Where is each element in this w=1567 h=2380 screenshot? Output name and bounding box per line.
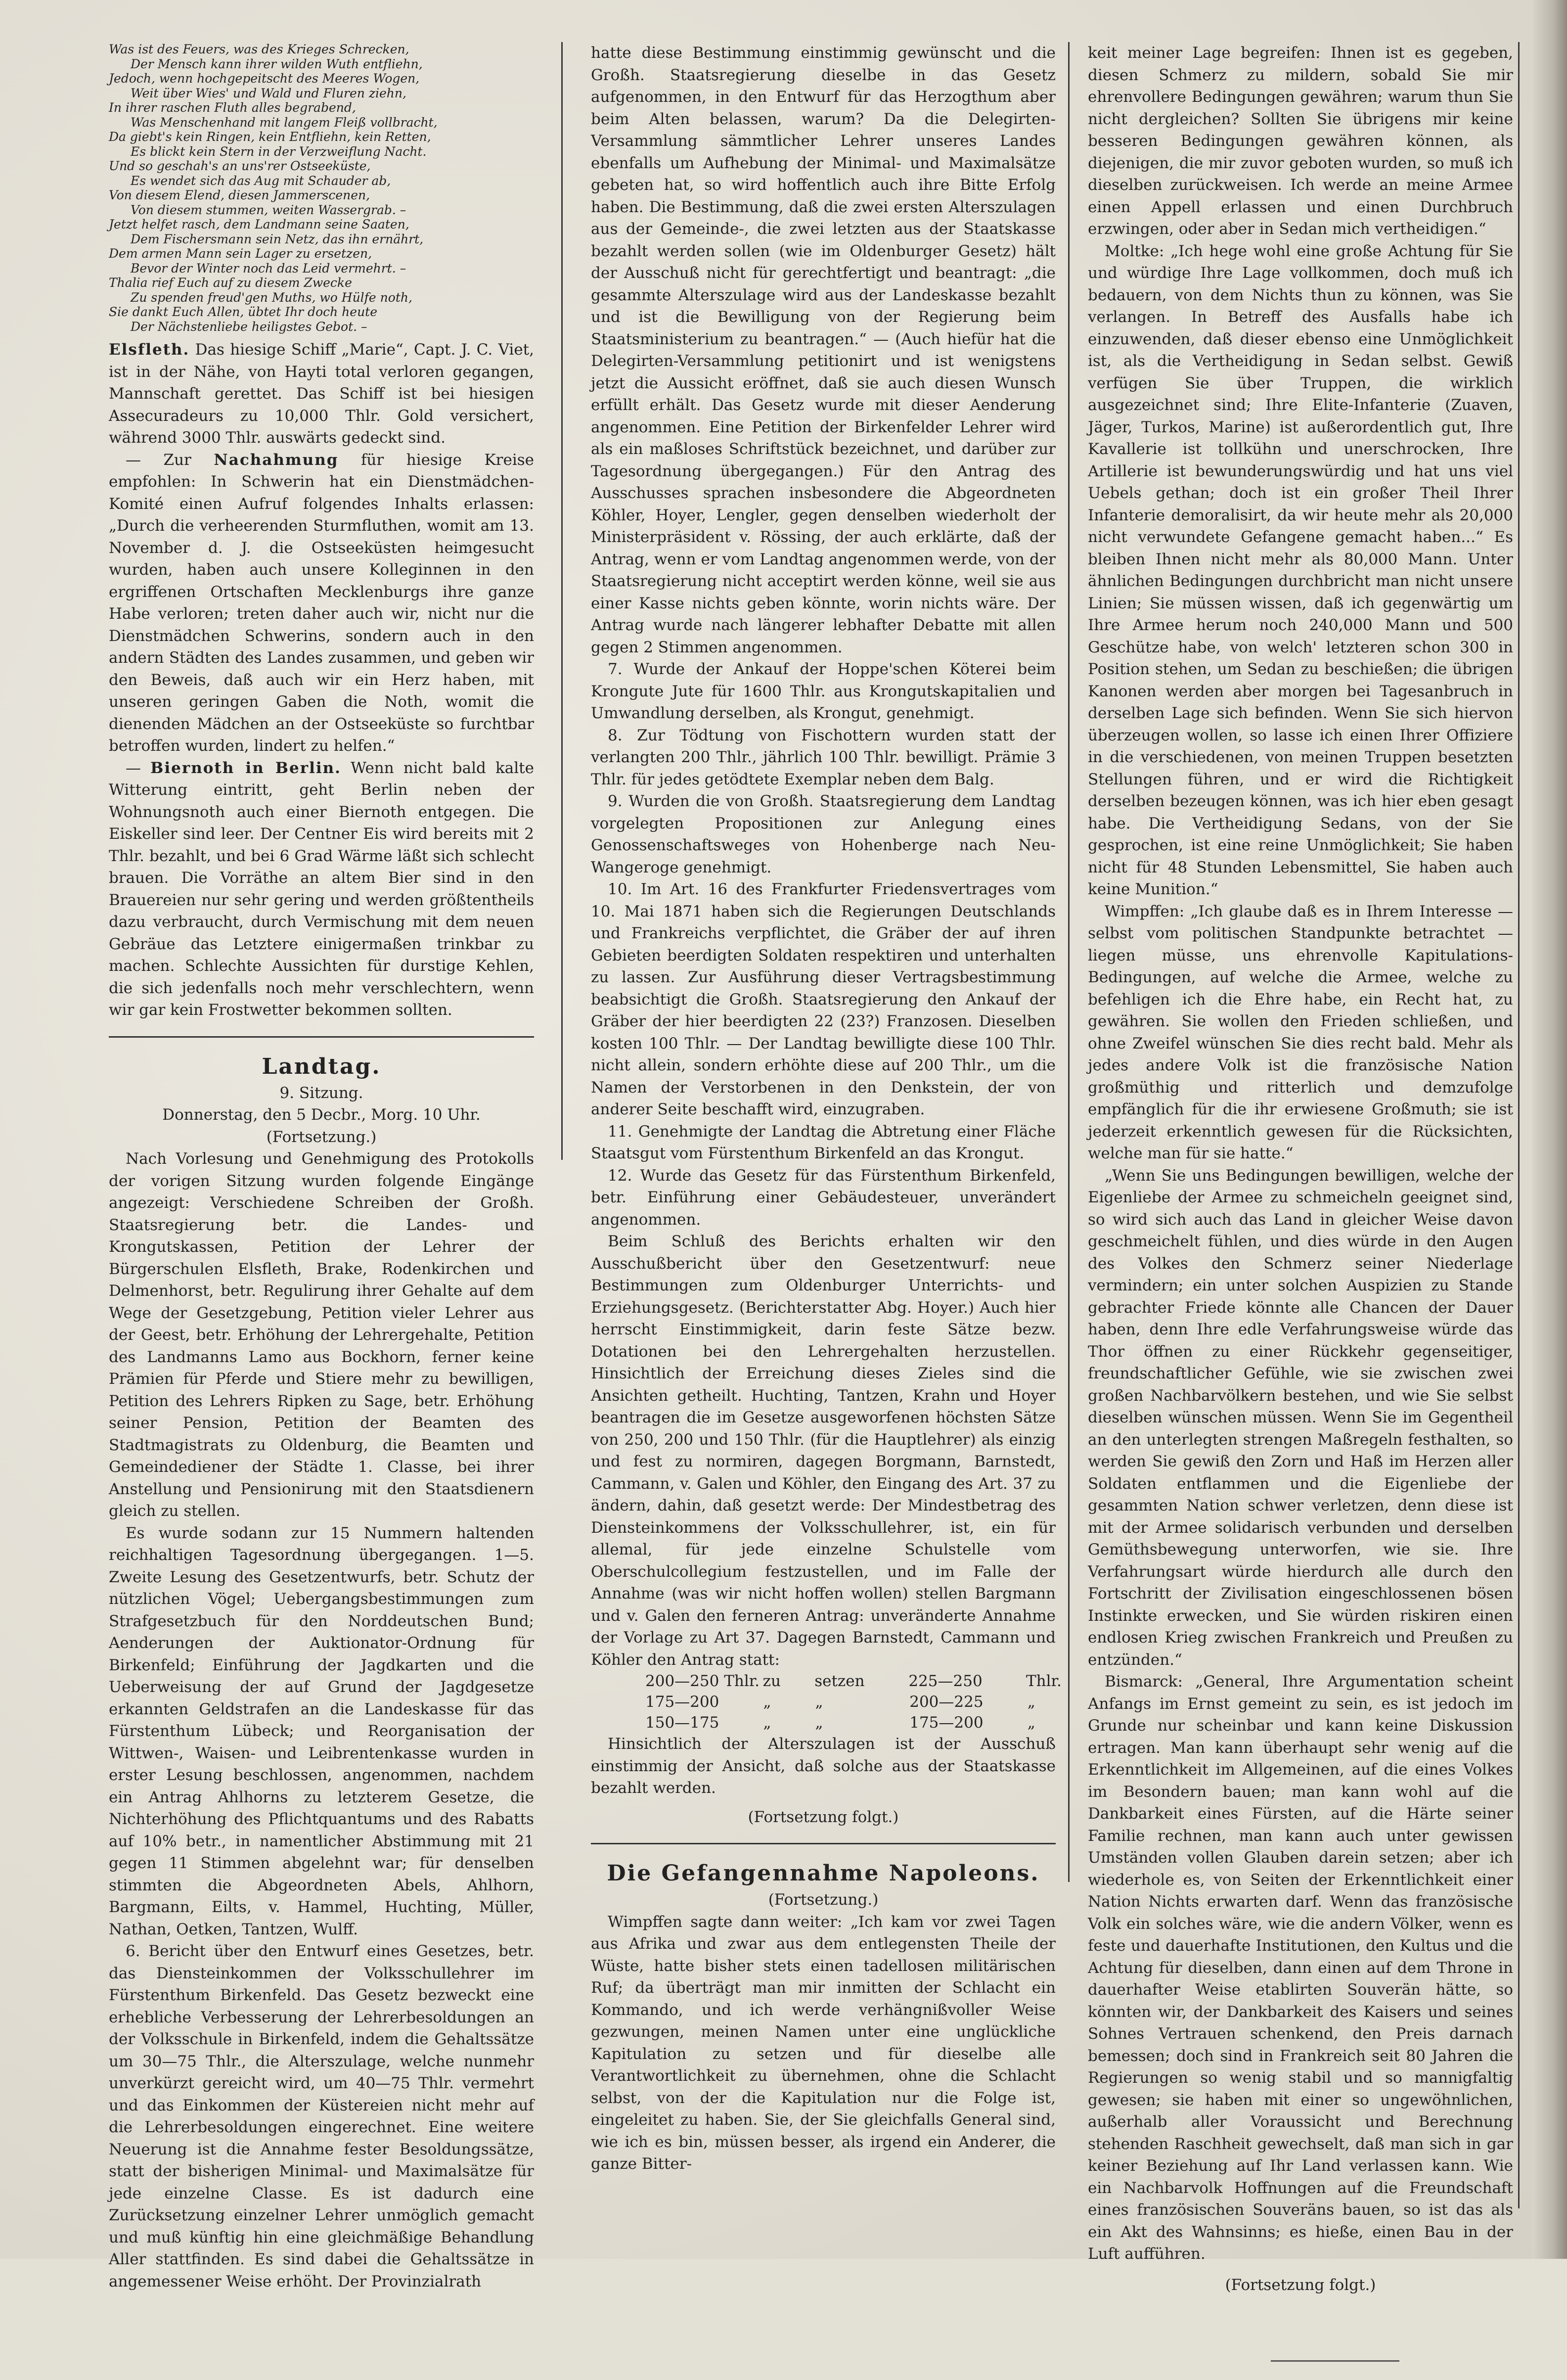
table-cell: zu bbox=[762, 1672, 781, 1690]
paragraph: 6. Bericht über den Entwurf eines Gesetzes, betr. das Diensteinkommen der Volksschullehrer im Fürstenthum Birkenfeld. Das Gesetz bezweckt eine erhebliche Verbesserung der Lehrerbesoldungen an der Volksschule in Birkenfeld, indem die Gehaltssätze um 30—75 Thlr., die Alterszulage, welche nunmehr unverkürzt gereicht wird, um 40—75 Thlr. vermehrt und das Einkommen der Küstereien nicht mehr auf die Lehrerbesoldungen eingerechnet. Eine weitere Neuerung ist die Annahme fester Besoldungssätze, statt der bisherigen Minimal- und Maximalsätze für jede einzelne Classe. Es ist dadurch eine Zurücksetzung einzelner Lehrer unmöglich gemacht und muß künftig hin eine gleichmäßige Behandlung Aller stattfinden. Es sind dabei die Gehaltssätze in angemessener Weise erhöht. Der Provinzialrath bbox=[109, 1942, 534, 2290]
table-cell: „ bbox=[1027, 1693, 1035, 1711]
poem-line: Was ist des Feuers, was des Krieges Schrecken, bbox=[109, 42, 409, 56]
table-cell: „ bbox=[763, 1693, 771, 1711]
news-text: für hiesige Kreise empfohlen: In Schwerin hat ein Dienstmädchen-Komité einen Aufruf folgendes Inhalts erlassen: „Durch die verheerenden Sturmfluthen, womit am 13. November d. J. die Ostseeküsten heimgesucht wurden, haben auch unsere Kolleginnen in den ergriffenen Ortschaften Mecklenburgs ihre ganze Habe verloren; treten daher auch wir, nicht nur die Dienstmädchen Schwerins, sondern auch in den andern Städten des Landes zusammen, und geben wir den Beweis, daß auch wir ein Herz haben, mit unseren geringen Gaben die Noth, womit die dienenden Mädchen an der Ostseeküste so furchtbar betroffen wurden, lindert zu helfen.“ bbox=[109, 451, 534, 755]
newspaper-page bbox=[99, 42, 1523, 2294]
session-number: 9. Sitzung. bbox=[279, 1084, 363, 1102]
poem-line: Sie dankt Euch Allen, übtet Ihr doch heute bbox=[109, 305, 378, 319]
page-binding-edge bbox=[1532, 0, 1567, 2259]
column-right bbox=[1088, 42, 1513, 2294]
poem-line: Bevor der Winter noch das Leid vermehrt. – bbox=[131, 261, 406, 275]
section-divider bbox=[109, 1036, 534, 1038]
paragraph: „Wenn Sie uns Bedingungen bewilligen, welche der Eigenliebe der Armee zu schmeicheln geeignet sind, so wird sich auch das Land in gleicher Weise davon geschmeichelt fühlen, und dies würde in den Augen des Volkes den Schmerz seiner Niederlage vermindern; ein unter solchen Auspizien zu Stande gebrachter Friede könnte alle Chancen der Dauer haben, denn Ihre edle Verfahrungsweise würde das Thor öffnen zu einer Rückkehr gegenseitiger, freundschaftlicher Gefühle, wie sie zwischen zwei großen Nachbarvölkern bestehen, und wie Sie selbst dieselben wünschen müssen. Wenn Sie im Gegentheil an den unterlegten strengen Maßregeln festhalten, so werden Sie gewiß den Zorn und Haß im Herzen aller Soldaten entflammen und die Eigenliebe der gesammten Nation schwer verletzen, denn diese ist mit der Armee solidarisch verbunden und derselben Gemüthsbewegung unterworfen, wie sie. Ihre Verfahrungsart würde hierdurch alle durch den Fortschritt der Zivilisation eingeschlossenen bösen Instinkte erwecken, und Sie würden riskiren einen endlosen Krieg zwischen Frankreich und Preußen zu entzünden.“ bbox=[1088, 1166, 1513, 1669]
table-row bbox=[591, 1692, 1056, 1712]
paragraph: Hinsichtlich der Alterszulagen ist der Ausschuß einstimmig der Ansicht, daß solche aus der Staatskasse bezahlt werden. bbox=[591, 1735, 1056, 1797]
table-row bbox=[591, 1712, 1056, 1733]
paragraph: Nach Vorlesung und Genehmigung des Protokolls der vorigen Sitzung wurden folgende Eingänge angezeigt: Verschiedene Schreiben der Großh. Staatsregierung betr. die Landes- und Krongutskassen, Petition der Lehrer der Bürgerschulen Elsfleth, Brake, Rodenkirchen und Delmenhorst, betr. Regulirung ihrer Gehalte auf dem Wege der Gesetzgebung, Petition vieler Lehrer aus der Geest, betr. Erhöhung der Lehrergehalte, Petition des Landmanns Lamo aus Bockhorn, ferner keine Prämien für Pferde und Stiere mehr zu bewilligen, Petition des Lehrers Ripken zu Sage, betr. Erhöhung seiner Pension, Petition der Beamten des Stadtmagistrats zu Oldenburg, die Beamten und Gemeindediener der Städte 1. Classe, bei ihrer Anstellung und Pensionirung mit den Staatsdienern gleich zu stellen. bbox=[109, 1150, 534, 1520]
poem-line: Dem Fischersmann sein Netz, das ihn ernährt, bbox=[131, 231, 424, 246]
paragraph: Es wurde sodann zur 15 Nummern haltenden reichhaltigen Tagesordnung übergegangen. 1—5. Zweite Lesung des Gesetzentwurfs, betr. Schutz der nützlichen Vögel; Uebergangsbestimmungen zum Strafgesetzbuch für den Norddeutschen Bund; Aenderungen der Auktionator-Ordnung für Birkenfeld; Einführung der Jagdkarten und die Ueberweisung der auf Grund der Jagdgesetze erkannten Geldstrafen an die Landeskasse für das Fürstenthum Lübeck; und Reorganisation der Wittwen-, Waisen- und Leibrentenkasse wurden in erster Lesung beschlossen, angenommen, nachdem ein Antrag Ahlhorns zu letzterem Gesetze, die Nichterhöhung des Pflichtquantums und des Rabatts auf 10% betr., in namentlicher Abstimmung mit 21 gegen 11 Stimmen abgelehnt war; für denselben stimmten die Abgeordneten Abels, Ahlhorn, Bargmann, Eilts, v. Hammel, Huchting, Müller, Nathan, Oetken, Tantzen, Wulff. bbox=[109, 1524, 534, 1938]
continuation-note: (Fortsetzung.) bbox=[768, 1891, 879, 1909]
continuation-note: (Fortsetzung folgt.) bbox=[748, 1808, 899, 1826]
news-item-nachahmung bbox=[109, 449, 534, 757]
column-rule bbox=[1518, 42, 1520, 2208]
news-headline: Nachahmung bbox=[214, 451, 339, 469]
napoleon-story bbox=[591, 1911, 1056, 2175]
news-text: Wenn nicht bald kalte Witterung eintritt, geht Berlin neben der Wohnungsnoth auch einer Biernoth entgegen. Die Eiskeller sind leer. Der Centner Eis wird bereits mit 2 Thlr. bezahlt, und bei 6 Grad Wärme läßt sich schlecht brauen. Die Vorräthe an altem Bier sind in den Brauereien nur sehr gering und werden größtentheils dazu verbraucht, durch Vermischung mit dem neuen Gebräue das Letztere einigermaßen trinkbar zu machen. Schlechte Aussichten für durstige Kehlen, die sich jedenfalls noch mehr verschlechtern, wenn wir gar kein Frostwetter bekommen sollten. bbox=[109, 759, 534, 1019]
table-row bbox=[591, 1671, 1062, 1692]
wavy-divider bbox=[1271, 2360, 1399, 2372]
table-cell: 200—250 Thlr. bbox=[645, 1672, 760, 1690]
news-item-elsfleth bbox=[109, 339, 534, 449]
paragraph: Bismarck: „General, Ihre Argumentation scheint Anfangs im Ernst gemeint zu sein, es ist jedoch im Grunde nur scheinbar und kann keine Diskussion ertragen. Man kann überhaupt sehr wenig auf die Erkenntlichkeit im Allgemeinen, auf die eines Volkes im Besondern bauen; man kann wohl auf die Dankbarkeit eines Fürsten, auf die Härte seiner Familie rechnen, man kann auch unter gewissen Umständen vollen Glauben darein setzen; aber ich wiederhole es, von Seiten der Erkenntlichkeit einer Nation Nichts erwarten darf. Wenn das französische Volk ein solches wäre, wie die andern Völker, wenn es feste und dauerhafte Institutionen, den Kultus und die Achtung für dieselben, dann einen auf dem Throne in dauerhafter Weise etablirten Souverän hätte, so könnten wir, der Dankbarkeit des Kaisers und seines Sohnes Vertrauen schenkend, den Preis darnach bemessen; doch sind in Frankreich seit 80 Jahren die Regierungen so wenig stabil und so mannigfaltig gewesen; sie haben mit einer so ungewöhnlichen, außerhalb aller Voraussicht und Berechnung stehenden Raschheit gewechselt, daß man sich in gar keiner Beziehung auf Ihr Land verlassen kann. Wie ein Nachbarvolk Hoffnungen auf die Freundschaft eines französischen Souveräns bauen, so ist das als ein Akt des Wahnsinns; es hieße, einen Bau in der Luft aufführen. bbox=[1088, 1673, 1513, 2263]
poem-line: Was Menschenhand mit langem Fleiß vollbracht, bbox=[131, 115, 438, 130]
poem-line: Und so geschah's an uns'rer Ostseeküste, bbox=[109, 159, 371, 173]
section-title-napoleon: Die Gefangennahme Napoleons. bbox=[607, 1861, 1040, 1886]
paragraph: keit meiner Lage begreifen: Ihnen ist es gegeben, diesen Schmerz zu mildern, sobald Sie mir ehrenvollere Bedingungen gewähren; warum thun Sie nicht dergleichen? Sollten Sie übrigens mir keine besseren Bedingungen gewähren können, als diejenigen, die mir zuvor geboten wurden, so muß ich dieselben zurückweisen. Ich werde an meine Armee einen Appell erlassen und einen Durchbruch erzwingen, oder aber in Sedan mich vertheidigen.“ bbox=[1088, 44, 1513, 238]
table-cell: 200—225 bbox=[909, 1693, 984, 1711]
section-title-landtag: Landtag. bbox=[262, 1053, 381, 1079]
poem-line: Der Mensch kann ihrer wilden Wuth entfliehn, bbox=[131, 56, 423, 71]
table-cell: 175—200 bbox=[645, 1693, 719, 1711]
poem-line: Thalia rief Euch auf zu diesem Zwecke bbox=[109, 275, 352, 290]
poem-line: Zu spenden freud'gen Muths, wo Hülfe noth, bbox=[131, 290, 412, 305]
table-cell: „ bbox=[815, 1714, 823, 1732]
paragraph: 10. Im Art. 16 des Frankfurter Friedensvertrages vom 10. Mai 1871 haben sich die Regierungen Deutschlands und Frankreichs verpflichtet, die Gräber der auf ihren Gebieten beerdigten Soldaten respektiren und unterhalten zu lassen. Zur Ausführung dieser Vertragsbestimmung beabsichtigt die Großh. Staatsregierung den Ankauf der Gräber der hier beerdigten 22 (23?) Franzosen. Dieselben kosten 100 Thlr. — Der Landtag bewilligte diese 100 Thlr. nicht allein, sondern erhöhte diese auf 200 Thlr., um die Namen der Verstorbenen in den Denkstein, der von anderer Seite beschafft wird, einzugraben. bbox=[591, 880, 1056, 1118]
poem-line: Es wendet sich das Aug mit Schauder ab, bbox=[131, 173, 391, 188]
paragraph: 9. Wurden die von Großh. Staatsregierung dem Landtag vorgelegten Propositionen zur Anlegung eines Genossenschaftsweges von Hohenberge nach Neu-Wangeroge genehmigt. bbox=[591, 792, 1056, 876]
poem-line: Es blickt kein Stern in der Verzweiflung Nacht. bbox=[131, 144, 427, 159]
poem-line: Der Nächstenliebe heiligstes Gebot. – bbox=[131, 319, 367, 334]
paragraph: Moltke: „Ich hege wohl eine große Achtung für Sie und würdige Ihre Lage vollkommen, doch muß ich bedauern, von dem Nichts thun zu können, was Sie verlangen. In Betreff des Ausfalls habe ich einzuwenden, daß dieser ebenso eine Unmöglichkeit ist, als die Vertheidigung in Sedan selbst. Gewiß verfügen Sie über Truppen, die wirklich ausgezeichnet sind; Ihre Elite-Infanterie (Zuaven, Jäger, Turkos, Marine) ist außerordentlich gut, Ihre Kavallerie ist tollkühn und unerschrocken, Ihre Artillerie ist bewunderungswürdig und hat uns viel Uebels gethan; doch ist ein großer Theil Ihrer Infanterie demoralisirt, da wir heute mehr als 20,000 nicht verwundete Gefangene gemacht haben...“ Es bleiben Ihnen nicht mehr als 80,000 Mann. Unter ähnlichen Bedingungen durchbricht man nicht unsere Linien; Sie müssen wissen, daß ich gegenwärtig um Ihre Armee herum noch 240,000 Mann und 500 Geschütze habe, von welch' letzteren schon 300 in Position stehen, um Sedan zu beschießen; die übrigen Kanonen werden aber morgen bei Tagesanbruch in derselben Lage sich befinden. Wenn Sie sich hiervon überzeugen wollen, so lasse ich einen Ihrer Offiziere in die verschiedenen, von meinen Truppen besetzten Stellungen führen, und er wird die Richtigkeit derselben bezeugen können, was ich hier eben gesagt habe. Die Vertheidigung Sedans, von der Sie gesprochen, ist eine reine Unmöglichkeit; Sie haben nicht für 48 Stunden Lebensmittel, Sie haben auch keine Munition.“ bbox=[1088, 242, 1513, 898]
paragraph: 8. Zur Tödtung von Fischottern wurden statt der verlangten 200 Thlr., jährlich 100 Thlr. bewilligt. Prämie 3 Thlr. für jedes getödtete Exemplar neben dem Balg. bbox=[591, 726, 1056, 788]
column-rule bbox=[561, 42, 563, 1160]
dateline: Elsfleth. bbox=[109, 341, 190, 359]
column-rule bbox=[1068, 42, 1070, 1882]
landtag-report bbox=[109, 1148, 534, 2292]
table-cell: 150—175 bbox=[645, 1714, 719, 1732]
section-divider bbox=[591, 1843, 1056, 1844]
paragraph: 7. Wurde der Ankauf der Hoppe'schen Köterei beim Krongute Jute für 1600 Thlr. aus Krongutskapitalien und Umwandlung derselben, als Krongut, genehmigt. bbox=[591, 660, 1056, 722]
continuation-note: (Fortsetzung folgt.) bbox=[1225, 2276, 1376, 2294]
news-headline: Biernoth in Berlin. bbox=[150, 759, 341, 777]
table-cell: 175—200 bbox=[909, 1714, 984, 1732]
table-cell: „ bbox=[763, 1714, 771, 1732]
poem-line: Dem armen Mann sein Lager zu ersetzen, bbox=[109, 246, 372, 261]
column-middle bbox=[591, 42, 1062, 2228]
column-left bbox=[109, 42, 534, 2290]
landtag-report-continued bbox=[591, 42, 1056, 1671]
news-item-biernoth bbox=[109, 757, 534, 1021]
table-cell: „ bbox=[1027, 1714, 1035, 1732]
paragraph: 11. Genehmigte der Landtag die Abtretung einer Fläche Staatsgut vom Fürstenthum Birkenfeld an das Krongut. bbox=[591, 1122, 1056, 1162]
paragraph: Beim Schluß des Berichts erhalten wir den Ausschußbericht über den Gesetzentwurf: neue Bestimmungen zum Oldenburger Unterrichts- und Erziehungsgesetz. (Berichterstatter Abg. Hoyer.) Auch hier herrscht Einstimmigkeit, darin feste Sätze bezw. Dotationen bei den Lehrergehalten herzustellen. Hinsichtlich der Erreichung dieses Zieles sind die Ansichten getheilt. Huchting, Tantzen, Krahn und Hoyer beantragen die im Gesetze ausgeworfenen höchsten Sätze von 250, 200 und 150 Thlr. (für die Hauptlehrer) als einzig und fest zu normiren, dagegen Borgmann, Barnstedt, Cammann, v. Galen und Köhler, den Eingang des Art. 37 zu ändern, dahin, daß gesetzt werde: Der Mindestbetrag des Diensteinkommens der Volksschullehrer, ist, ein für allemal, für jede einzelne Schulstelle vom Oberschulcollegium festzustellen, und im Falle der Annahme (was wir nicht hoffen wollen) stellen Bargmann und v. Galen den ferneren Antrag: unveränderte Annahme der Vorlage zu Art 37. Dagegen Barnstedt, Cammann und Köhler den Antrag statt: bbox=[591, 1233, 1056, 1669]
table-cell: setzen bbox=[814, 1672, 865, 1690]
news-text: Das hiesige Schiff „Marie“, Capt. J. C. Viet, ist in der Nähe, von Hayti total verloren gegangen, Mannschaft gerettet. Das Schiff ist bei hiesigen Assecuradeurs zu 10,000 Thlr. Gold versichert, während 3000 Thlr. auswärts gedeckt sind. bbox=[109, 341, 534, 447]
dash: — bbox=[126, 759, 141, 777]
paragraph: Wimpffen: „Ich glaube daß es in Ihrem Interesse — selbst vom politischen Standpunkte betrachtet — liegen müsse, uns ehrenvolle Kapitulations-Bedingungen, auf welche die Armee, welche zu befehligen ich die Ehre habe, ein Recht hat, zu gewähren. Sie wollen den Frieden schließen, und ohne Zweifel wünschen Sie dies recht bald. Mehr als jedes andere Volk ist die französische Nation großmüthig und ritterlich und demzufolge empfänglich für die ihr erwiesene Großmuth; sie ist jederzeit erkenntlich gewesen für die Rücksichten, welche man für sie hatte.“ bbox=[1088, 902, 1513, 1162]
poem-line: Von diesem Elend, diesen Jammerscenen, bbox=[109, 188, 370, 202]
paragraph: 12. Wurde das Gesetz für das Fürstenthum Birkenfeld, betr. Einführung einer Gebäudesteuer, unverändert angenommen. bbox=[591, 1166, 1056, 1229]
poem-line: Jetzt helfet rasch, dem Landmann seine Saaten, bbox=[109, 217, 409, 231]
table-cell: 225—250 bbox=[908, 1672, 983, 1690]
poem-line: In ihrer raschen Fluth alles begrabend, bbox=[109, 100, 356, 115]
poem bbox=[109, 42, 534, 334]
paragraph: Wimpffen sagte dann weiter: „Ich kam vor zwei Tagen aus Afrika und zwar aus dem entlegensten Theile der Wüste, hatte bisher stets einen tadellosen militärischen Ruf; da überträgt man mir inmitten der Schlacht ein Kommando, und ich werde verhängnißvoller Weise gezwungen, meinen Namen unter eine unglückliche Kapitulation zu setzen und für dieselbe alle Verantwortlichkeit zu übernehmen, ohne die Schlacht selbst, von der die Kapitulation nur die Folge ist, eingeleitet zu haben. Sie, der Sie gleichfalls General sind, wie ich es bin, müssen besser, als irgend ein Anderer, die ganze Bitter- bbox=[591, 1913, 1056, 2173]
landtag-report-end bbox=[591, 1733, 1056, 1799]
dash: — Zur bbox=[126, 451, 191, 469]
poem-line: Da giebt's kein Ringen, kein Entfliehn, kein Retten, bbox=[109, 130, 431, 144]
bleed-through-area bbox=[1088, 2326, 1513, 2380]
paragraph: hatte diese Bestimmung einstimmig gewünscht und die Großh. Staatsregierung dieselbe in das Gesetz aufgenommen, in den Entwurf für das Herzogthum aber beim Alten belassen, warum? Da die Delegirten-Versammlung sämmtlicher Lehrer unseres Landes ebenfalls um Aufhebung der Minimal- und Maximalsätze gebeten hat, so wird hoffentlich auch ihre Bitte Erfolg haben. Die Bestimmung, daß die zwei ersten Alterszulagen aus der Gemeinde-, die zwei letzten aus der Staatskasse bezahlt werden sollen (wie im Oldenburger Gesetz) hält der Ausschuß nicht für gerechtfertigt und beantragt: „die gesammte Alterszulage wird aus der Landeskasse bezahlt und ist die Bewilligung von der Regierung beim Staatsministerium zu beantragen.“ — (Auch hiefür hat die Delegirten-Versammlung petitionirt und ist wenigstens jetzt die Aussicht eröffnet, daß sie auch diesen Wunsch erfüllt erhält. Das Gesetz wurde mit dieser Aenderung angenommen. Eine Petition der Birkenfelder Lehrer wird als ein maßloses Schriftstück bezeichnet, und darüber zur Tagesordnung übergegangen.) Für den Antrag des Ausschusses sprachen insbesondere die Abgeordneten Köhler, Hoyer, Lengler, gegen denselben wiederholt der Ministerpräsident v. Rössing, der auch erklärte, daß der Antrag, wenn er vom Landtag angenommen werde, von der Staatsregierung nicht acceptirt werden könne, weil sie aus einer Kasse nichts geben könnte, worin nichts wäre. Der Antrag wurde nach längerer lebhafter Debatte mit allen gegen 2 Stimmen angenommen. bbox=[591, 44, 1056, 656]
continuation-note: (Fortsetzung.) bbox=[266, 1128, 377, 1146]
poem-line: Jedoch, wenn hochgepeitscht des Meeres Wogen, bbox=[109, 71, 420, 86]
poem-line: Von diesem stummen, weiten Wassergrab. – bbox=[131, 202, 406, 217]
napoleon-story-continued bbox=[1088, 42, 1513, 2265]
poem-line: Weit über Wies' und Wald und Fluren ziehn, bbox=[131, 86, 406, 100]
table-cell: Thlr. bbox=[1026, 1672, 1062, 1690]
table-cell: „ bbox=[815, 1693, 823, 1711]
session-date: Donnerstag, den 5 Decbr., Morg. 10 Uhr. bbox=[162, 1106, 481, 1124]
salary-table bbox=[591, 1671, 1062, 1733]
